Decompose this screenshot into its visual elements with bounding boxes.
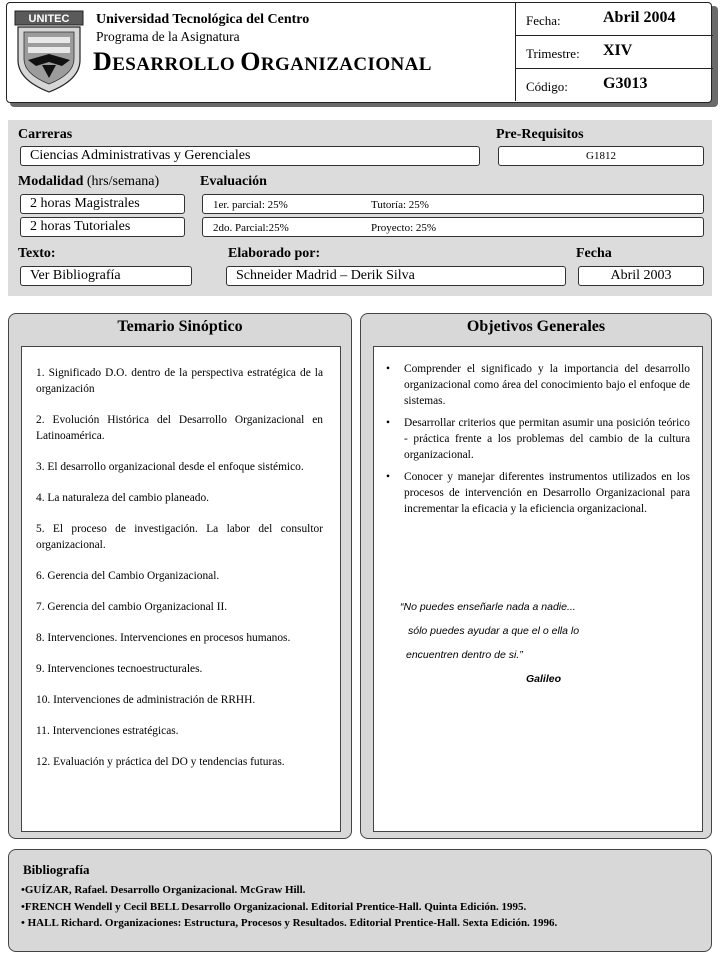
bibliografia-title: Bibliografía (23, 862, 90, 877)
modalidad-label-text: Modalidad (18, 174, 84, 189)
temario-item: 10. Intervenciones de administración de RRHH. (36, 694, 256, 706)
objetivos-panel (360, 313, 712, 839)
temario-item: 12. Evaluación y práctica del DO y tendencias futuras. (36, 756, 285, 768)
evaluacion-row-2 (202, 217, 704, 237)
trimestre-value: XIV (603, 42, 633, 59)
prereq-field: G1812 (498, 146, 704, 166)
temario-item: 11. Intervenciones estratégicas. (36, 725, 179, 737)
title-initial-d: D (93, 47, 113, 76)
objetivo-item (386, 415, 690, 463)
codigo-value: G3013 (603, 75, 648, 92)
bibliografia-item: •FRENCH Wendell y Cecil BELL Desarrollo Organizacional. Editorial Prentice-Hall. Quinta Edición. 1995. (21, 900, 527, 913)
logo-text: UNITEC (28, 13, 70, 25)
bibliografia-item: • HALL Richard. Organizaciones: Estructura, Procesos y Resultados. Editorial Prentice-Hall. Sexta Edición. 1996. (21, 917, 558, 929)
quote-author: Galileo (526, 673, 562, 685)
bibliografia-panel (8, 849, 712, 952)
objetivo-item (386, 469, 690, 517)
temario-item: 2. Evolución Histórica del Desarrollo Organizacional en Latinoamérica. (36, 414, 323, 442)
bullet-icon: • (386, 417, 390, 429)
temario-item: 8. Intervenciones. Intervenciones en procesos humanos. (36, 632, 291, 644)
trimestre-label: Trimestre: (526, 46, 580, 61)
fecha-value: Abril 2004 (603, 9, 676, 26)
title-part-1: ESARROLLO (112, 54, 241, 75)
texto-label: Texto: (18, 246, 56, 261)
carreras-label: Carreras (18, 127, 73, 142)
carreras-field: Ciencias Administrativas y Gerenciales (20, 146, 480, 166)
university-name: Universidad Tecnológica del Centro (96, 12, 310, 27)
course-info-panel (8, 120, 712, 296)
program-label: Programa de la Asignatura (96, 29, 240, 44)
temario-item: 4. La naturaleza del cambio planeado. (36, 492, 209, 504)
quote-line-3: encuentren dentro de si.” (406, 649, 523, 661)
evaluacion-2-right: Proyecto: 25% (371, 222, 437, 234)
evaluacion-label: Evaluación (200, 174, 267, 189)
temario-item: 5. El proceso de investigación. La labor del consultor organizacional. (36, 523, 323, 551)
objetivo-text: Desarrollar criterios que permitan asumir una posición teórico - práctica frente a los problemas del cambio de la cultura organizacional. (404, 417, 690, 461)
evaluacion-1-left: 1er. parcial: 25% (213, 199, 288, 211)
quote-line-1: “No puedes enseñarle nada a nadie... (400, 601, 576, 613)
elaborado-field: Schneider Madrid – Derik Silva (226, 266, 566, 286)
temario-panel (8, 313, 352, 839)
temario-title: Temario Sinóptico (117, 318, 243, 335)
temario-item: 7. Gerencia del cambio Organizacional II. (36, 601, 228, 613)
bullet-icon: • (386, 471, 390, 483)
evaluacion-row-1 (202, 194, 704, 214)
document-header (6, 2, 712, 103)
temario-list (22, 347, 340, 770)
elaborado-label: Elaborado por: (228, 246, 321, 261)
meta-row-trimestre (516, 36, 713, 69)
objetivos-title: Objetivos Generales (466, 318, 606, 335)
objetivos-list (374, 347, 702, 517)
quote-line-2: sólo puedes ayudar a que el o ella lo (408, 625, 580, 637)
meta-row-codigo (516, 69, 713, 102)
bibliografia-item: •GUÍZAR, Rafael. Desarrollo Organizacional. McGraw Hill. (21, 884, 306, 896)
evaluacion-2-left: 2do. Parcial:25% (213, 222, 289, 234)
meta-column (515, 3, 712, 101)
modalidad-field-2: 2 horas Tutoriales (20, 217, 185, 237)
evaluacion-1-right: Tutoría: 25% (371, 199, 429, 211)
bullet-icon: • (386, 363, 390, 375)
objetivo-text: Comprender el significado y la importancia del desarrollo organizacional como área del conocimiento bajo el enfoque de sistemas. (404, 363, 690, 407)
objetivos-content (373, 346, 703, 832)
fecha-label: Fecha: (526, 13, 561, 28)
unitec-logo (14, 10, 84, 94)
temario-item: 9. Intervenciones tecnoestructurales. (36, 663, 203, 675)
modalidad-label (18, 174, 159, 190)
title-part-2: RGANIZACIONAL (260, 54, 432, 75)
modalidad-sub: (hrs/semana) (86, 174, 160, 189)
temario-content (21, 346, 341, 832)
texto-field: Ver Bibliografía (20, 266, 192, 286)
objetivo-text: Conocer y manejar diferentes instrumentos utilizados en los procesos de intervención en Desarrollo Organizacional para incrementar la eficacia y la eficiencia organizacional. (404, 471, 690, 515)
modalidad-field-1: 2 horas Magistrales (20, 194, 185, 214)
bibliografia-list (21, 882, 705, 932)
objetivo-item (386, 361, 690, 409)
fecha-info-field: Abril 2003 (578, 266, 704, 286)
temario-item: 1. Significado D.O. dentro de la perspectiva estratégica de la organización (36, 367, 323, 395)
fecha-info-label: Fecha (576, 246, 612, 261)
temario-item: 3. El desarrollo organizacional desde el enfoque sistémico. (36, 461, 304, 473)
temario-item: 6. Gerencia del Cambio Organizacional. (36, 570, 220, 582)
course-title (93, 47, 432, 77)
title-initial-o: O (240, 47, 261, 76)
prereq-label: Pre-Requisitos (496, 127, 584, 142)
meta-row-fecha (516, 3, 713, 36)
codigo-label: Código: (526, 79, 568, 94)
